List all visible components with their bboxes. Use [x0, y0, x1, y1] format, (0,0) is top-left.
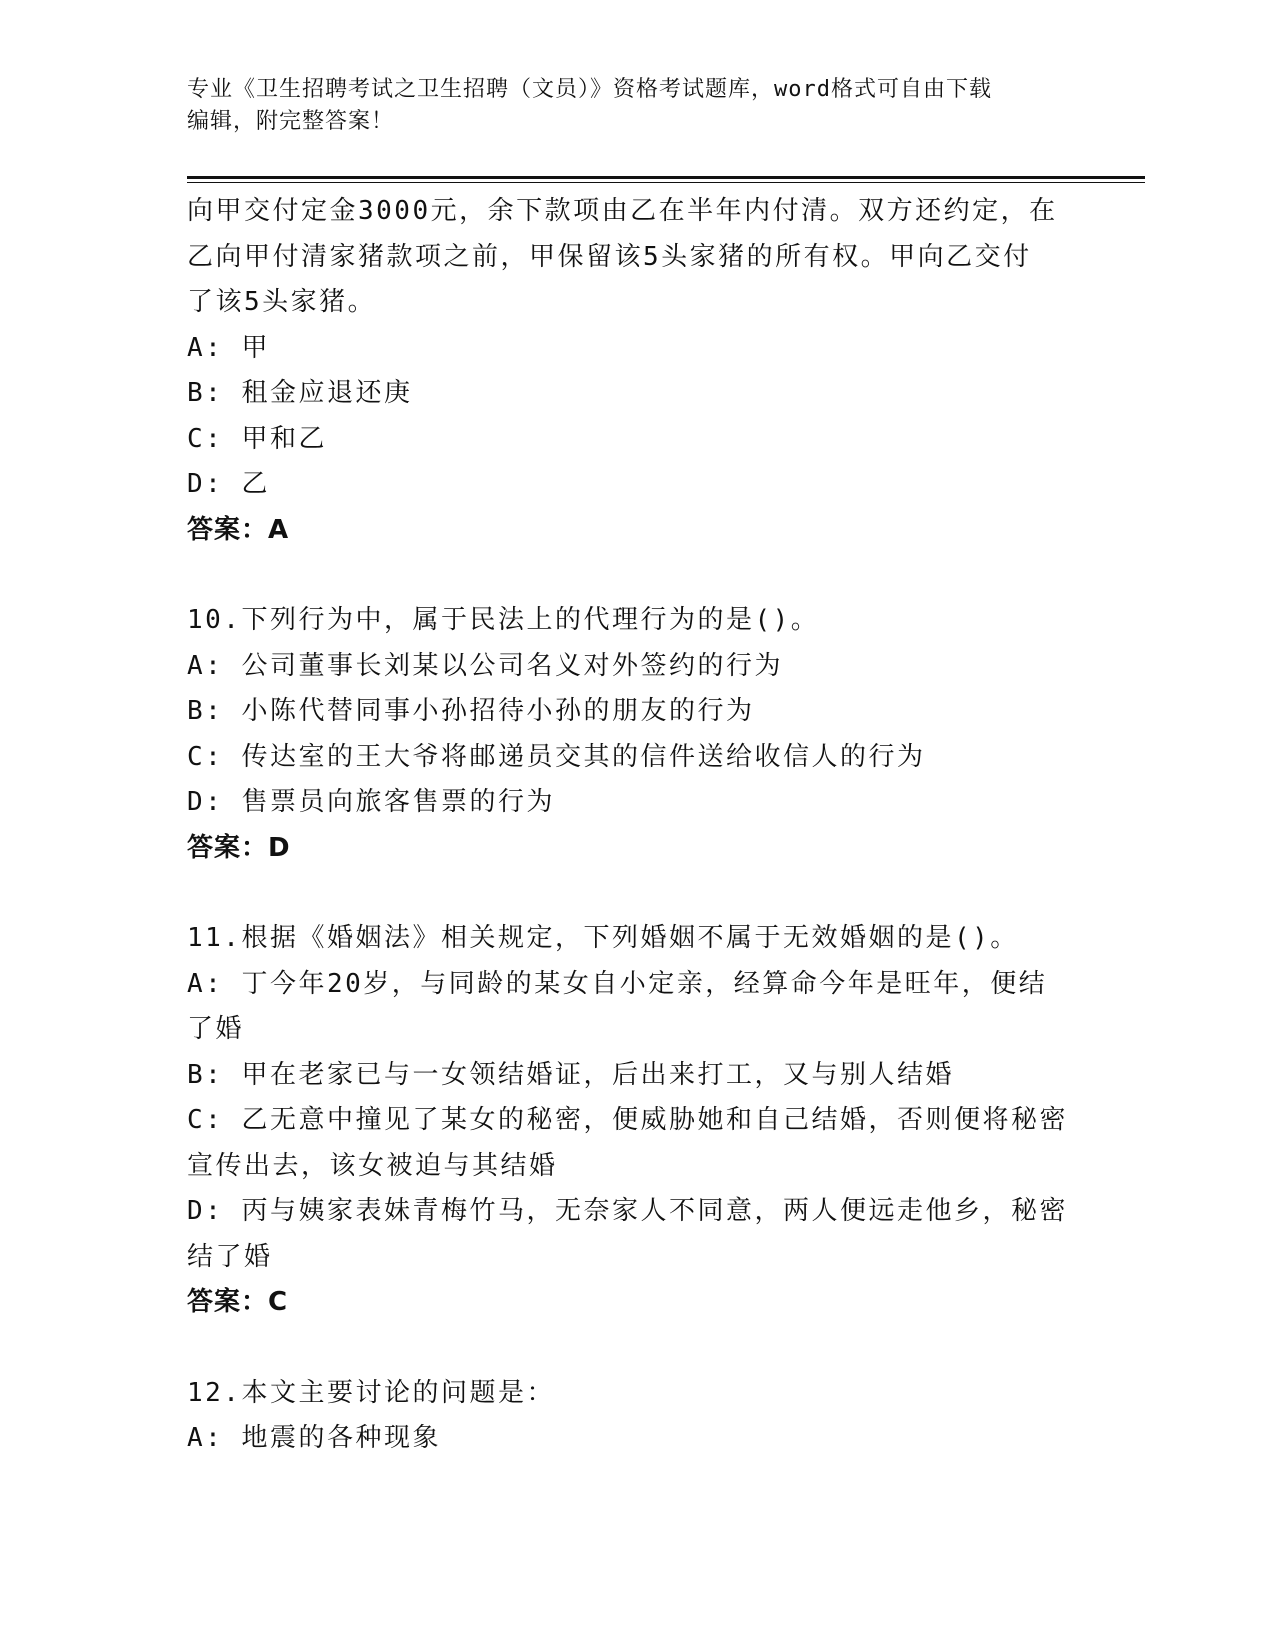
- option-d: D: 乙: [187, 469, 270, 499]
- question-stem-line: 乙向甲付清家猪款项之前，甲保留该5头家猪的所有权。甲向乙交付: [187, 241, 1032, 272]
- answer-text: 答案：D: [187, 832, 291, 863]
- spacer: [187, 871, 1087, 916]
- header-divider-thick: [187, 176, 1145, 179]
- header-line-1: 专业《卫生招聘考试之卫生招聘（文员）》资格考试题库，word格式可自由下载: [187, 77, 992, 102]
- question-stem-line: 12.本文主要讨论的问题是：: [187, 1377, 555, 1408]
- question-11: [187, 916, 1087, 1326]
- option-b: B: 租金应退还庚: [187, 378, 413, 408]
- option-a: A: 公司董事长刘某以公司名义对外签约的行为: [187, 650, 783, 681]
- question-stem-line: 11.根据《婚姻法》相关规定，下列婚姻不属于无效婚姻的是()。: [187, 923, 1019, 953]
- option-a: A: 地震的各种现象: [187, 1423, 441, 1453]
- option-line: A: 丁今年20岁，与同龄的某女自小定亲，经算命今年是旺年，便结: [187, 968, 1048, 999]
- question-9: [187, 189, 1087, 553]
- option-line: B: 甲在老家已与一女领结婚证，后出来打工，又与别人结婚: [187, 1059, 954, 1090]
- question-stem-line: 了该5头家猪。: [187, 287, 377, 317]
- option-line: 了婚: [187, 1014, 245, 1044]
- option-c: C: 甲和乙: [187, 423, 327, 454]
- option-d: D: 售票员向旅客售票的行为: [187, 787, 555, 817]
- option-line: 结了婚: [187, 1241, 273, 1272]
- document-header: [187, 74, 1087, 138]
- spacer: [187, 553, 1087, 598]
- option-a: A: 甲: [187, 332, 270, 363]
- question-stem-line: 向甲交付定金3000元，余下款项由乙在半年内付清。双方还约定，在: [187, 196, 1058, 226]
- question-10: [187, 598, 1087, 871]
- header-divider-thin: [187, 182, 1145, 183]
- spacer: [187, 1326, 1087, 1371]
- question-stem-line: 10.下列行为中，属于民法上的代理行为的是()。: [187, 605, 820, 635]
- option-line: 宣传出去，该女被迫与其结婚: [187, 1150, 558, 1181]
- header-line-2: 编辑，附完整答案！: [187, 109, 395, 134]
- option-c: C: 传达室的王大爷将邮递员交其的信件送给收信人的行为: [187, 741, 926, 772]
- question-content: [187, 189, 1087, 1462]
- answer-text: 答案：C: [187, 1287, 289, 1317]
- question-12: [187, 1371, 1087, 1462]
- option-line: C: 乙无意中撞见了某女的秘密，便威胁她和自己结婚，否则便将秘密: [187, 1105, 1068, 1135]
- answer-text: 答案：A: [187, 514, 290, 545]
- option-line: D: 丙与姨家表妹青梅竹马，无奈家人不同意，两人便远走他乡，秘密: [187, 1196, 1068, 1226]
- option-b: B: 小陈代替同事小孙招待小孙的朋友的行为: [187, 696, 755, 726]
